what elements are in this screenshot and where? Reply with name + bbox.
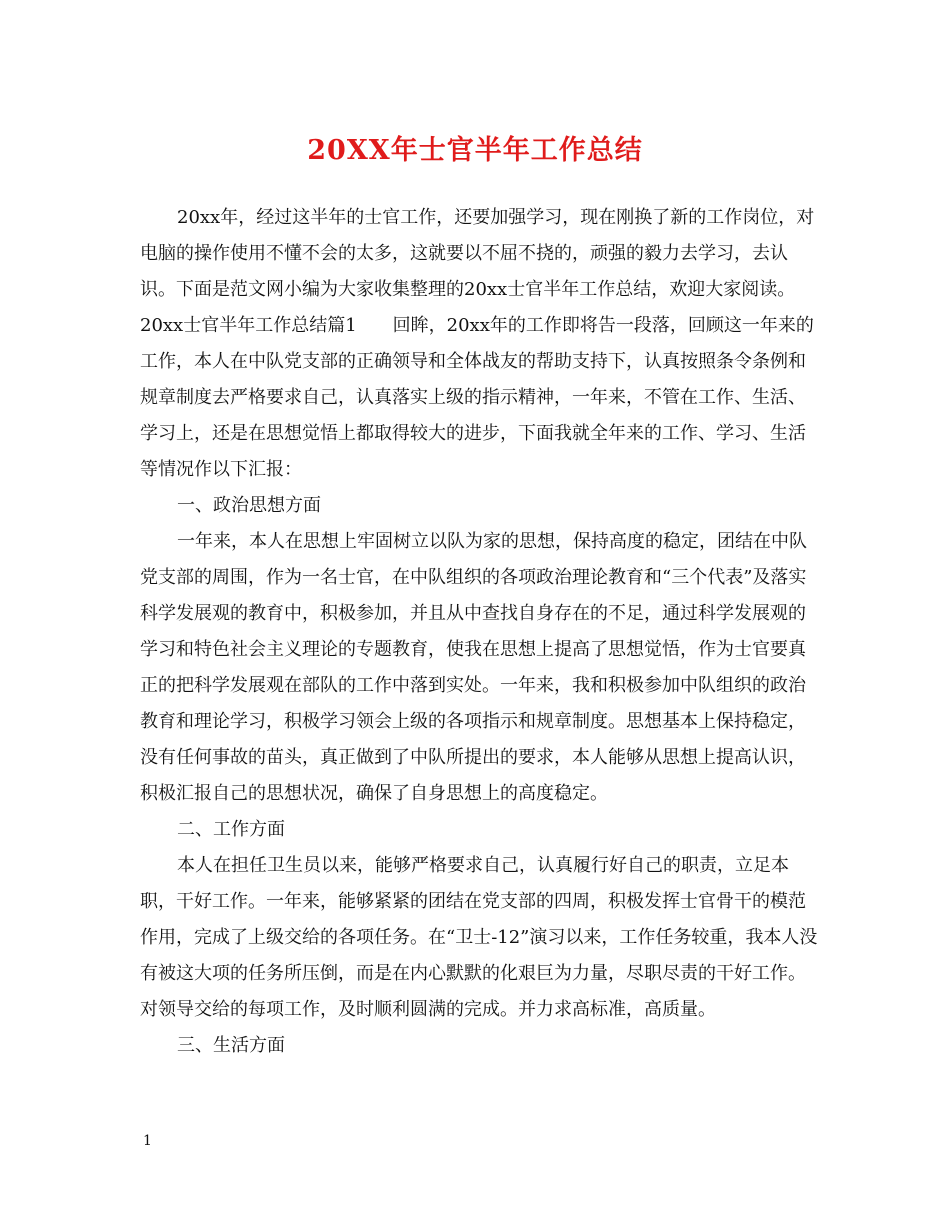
intro-paragraph: 20xx年，经过这半年的士官工作，还要加强学习，现在刚换了新的工作岗位，对电脑的操作使用不懂不会的太多，这就要以不屈不挠的，顽强的毅力去学习，去认识。下面是范文网小编为大家收集整理的20xx士官半年工作总结，欢迎大家阅读。 <box>140 207 815 300</box>
work-paragraph: 本人在担任卫生员以来，能够严格要求自己，认真履行好自己的职责，立足本职，干好工作。一年来，能够紧紧的团结在党支部的四周，积极发挥士官骨干的模范作用，完成了上级交给的各项任务。在“卫士-12”演习以来，工作任务较重，我本人没有被这大项的任务所压倒，而是在内心默默的化艰巨为力量，尽职尽责的干好工作。对领导交给的每项工作，及时顺利圆满的完成。并力求高标准，高质量。 <box>140 855 818 1020</box>
section-paragraph: 20xx士官半年工作总结篇1 回眸，20xx年的工作即将告一段落，回顾这一年来的工作，本人在中队党支部的正确领导和全体战友的帮助支持下，认真按照条令条例和规章制度去严格要求自己，认真落实上级的指示精神，一年来，不管在工作、生活、学习上，还是在思想觉悟上都取得较大的进步，下面我就全年来的工作、学习、生活等情况作以下汇报： <box>140 315 814 480</box>
document-body <box>140 200 820 1064</box>
document-title: 20XX年士官半年工作总结 <box>307 135 643 166</box>
page-number: 1 <box>143 1133 152 1149</box>
political-paragraph: 一年来，本人在思想上牢固树立以队为家的思想，保持高度的稳定，团结在中队党支部的周围，作为一名士官，在中队组织的各项政治理论教育和“三个代表”及落实科学发展观的教育中，积极参加，并且从中查找自身存在的不足，通过科学发展观的学习和特色社会主义理论的专题教育，使我在思想上提高了思想觉悟，作为士官要真正的把科学发展观在部队的工作中落到实处。一年来，我和积极参加中队组织的政治教育和理论学习，积极学习领会上级的各项指示和规章制度。思想基本上保持稳定，没有任何事故的苗头，真正做到了中队所提出的要求，本人能够从思想上提高认识，积极汇报自己的思想状况，确保了自身思想上的高度稳定。 <box>140 531 807 804</box>
heading-political: 一、政治思想方面 <box>177 495 321 516</box>
heading-life: 三、生活方面 <box>177 1035 285 1056</box>
heading-work: 二、工作方面 <box>177 819 285 840</box>
